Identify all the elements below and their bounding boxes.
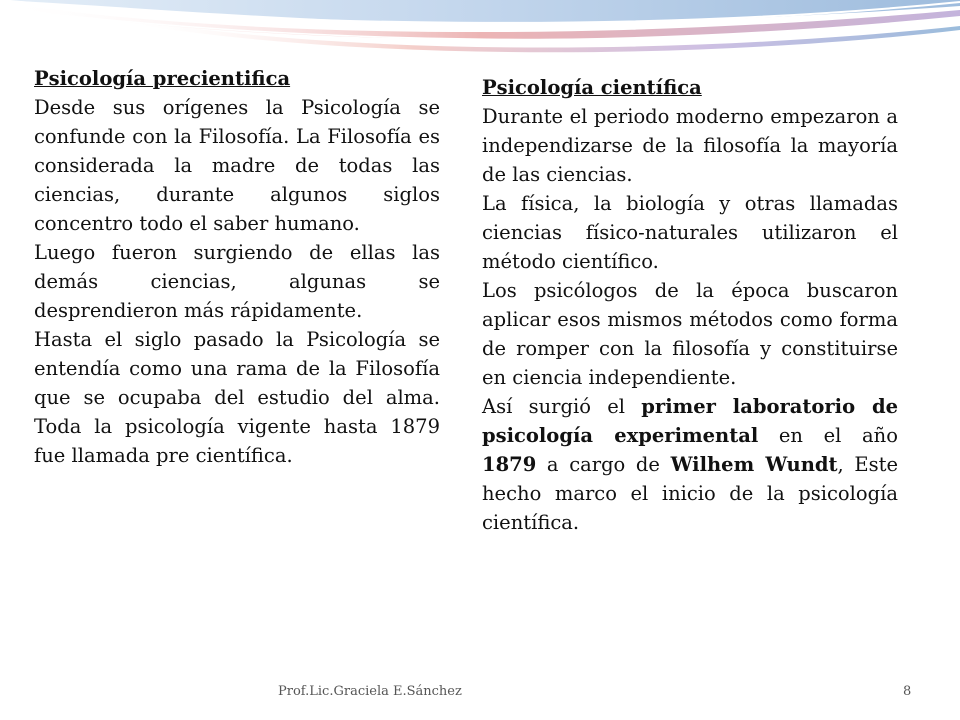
left-heading: Psicología precientifica [34, 67, 291, 90]
left-paragraph-1: Desde sus orígenes la Psicología se confunde con la Filosofía. La Filosofía es considerada la madre de todas las ciencias, durante algunos siglos concentro todo el saber humano. [34, 96, 440, 235]
footer-author: Prof.Lic.Graciela E.Sánchez [278, 684, 462, 699]
right-paragraph-1: Durante el periodo moderno empezaron a independizarse de la filosofía la mayoría de las ciencias. [482, 105, 898, 186]
bold-name: Wilhem Wundt [670, 453, 838, 476]
right-paragraph-3: Los psicólogos de la época buscaron aplicar esos mismos métodos como forma de romper con la filosofía y constituirse en ciencia independiente. [482, 279, 898, 389]
text-part: a cargo de [536, 453, 671, 476]
right-heading: Psicología científica [482, 76, 702, 99]
text-part: en el año [758, 424, 898, 447]
right-column [482, 73, 898, 537]
text-part: Así surgió el [482, 395, 642, 418]
text-part: , Este hecho marco el inicio de la psicología científica. [482, 453, 899, 534]
page-number: 8 [903, 684, 912, 699]
bold-lab-phrase: primer laboratorio de psicología experimental [482, 395, 899, 447]
left-column [34, 64, 440, 470]
right-paragraph-2: La física, la biología y otras llamadas ciencias físico-naturales utilizaron el método científico. [482, 192, 898, 273]
right-paragraph-4 [482, 392, 898, 537]
bold-year: 1879 [482, 453, 537, 476]
left-paragraph-3: Hasta el siglo pasado la Psicología se entendía como una rama de la Filosofía que se ocupaba del estudio del alma. Toda la psicología vigente hasta 1879 fue llamada pre científica. [34, 328, 440, 467]
left-paragraph-2: Luego fueron surgiendo de ellas las demás ciencias, algunas se desprendieron más rápidamente. [34, 241, 440, 322]
